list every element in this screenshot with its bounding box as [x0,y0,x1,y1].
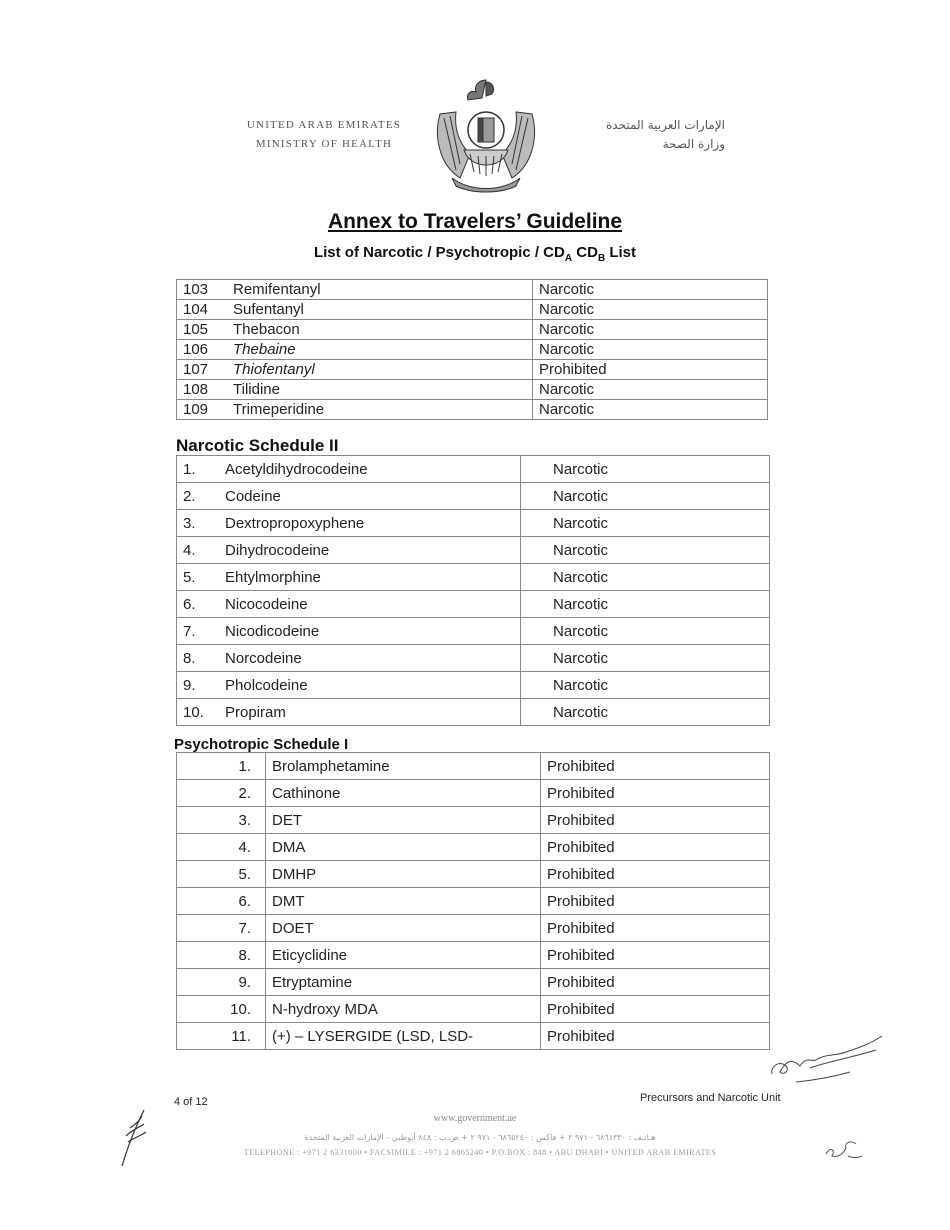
table-row [177,510,770,537]
table-row [177,672,770,699]
substance-name: Ehtylmorphine [219,564,521,591]
contact-address-arabic: هـاتـف : ٦٨٦١٣٣٠ - ٩٧١ ٢ + فاكس : ٦٨٦٥٢٤٠ - ٩٧١ ٢ + ص.ب : ٨٤٨ أبوظبي - الإمارات العربية المتحدة [304,1133,656,1142]
table-row [177,1023,770,1050]
row-number: 2. [177,483,220,510]
substance-classification: Narcotic [521,564,770,591]
table-row [177,483,770,510]
substance-classification: Narcotic [533,380,768,400]
row-number: 106 [177,340,228,360]
substance-classification: Prohibited [541,780,770,807]
row-number: 7. [177,618,220,645]
substance-classification: Narcotic [521,456,770,483]
signature-icon [766,1026,890,1088]
substance-classification: Narcotic [521,645,770,672]
row-number: 1. [177,753,266,780]
substance-name: Etryptamine [266,969,541,996]
country-name-en: UNITED ARAB EMIRATES [246,119,402,131]
table-row [177,699,770,726]
substance-name: Cathinone [266,780,541,807]
subtitle-suffix: List [605,244,637,261]
row-number: 5. [177,564,220,591]
substance-classification: Narcotic [533,320,768,340]
row-number: 6. [177,591,220,618]
table-row [177,861,770,888]
substance-name: Codeine [219,483,521,510]
table-row [177,618,770,645]
row-number: 109 [177,400,228,420]
substance-classification: Prohibited [541,996,770,1023]
substance-classification: Prohibited [541,888,770,915]
substance-classification: Prohibited [541,807,770,834]
substance-classification: Narcotic [521,618,770,645]
row-number: 3. [177,510,220,537]
substance-name: Eticyclidine [266,942,541,969]
row-number: 11. [177,1023,266,1050]
substance-classification: Narcotic [533,280,768,300]
country-name-ar: الإمارات العربية المتحدة [606,118,725,132]
substance-name: Propiram [219,699,521,726]
website-url: www.government.ae [433,1113,517,1124]
substance-name: DMT [266,888,541,915]
substance-name: Acetyldihydrocodeine [219,456,521,483]
table-row [177,360,768,380]
table-row [177,280,768,300]
substance-name: (+) – LYSERGIDE (LSD, LSD- [266,1023,541,1050]
substance-classification: Narcotic [533,300,768,320]
page-number: 4 of 12 [174,1096,208,1108]
row-number: 7. [177,915,266,942]
substance-classification: Narcotic [521,510,770,537]
table-row [177,807,770,834]
table-row [177,888,770,915]
department-name: Precursors and Narcotic Unit [640,1092,781,1104]
table-row [177,591,770,618]
stamp-initials-icon [822,1138,864,1162]
subtitle-prefix: List of Narcotic / Psychotropic / CD [313,244,565,261]
narcotic-schedule-i-continued-table [176,279,768,420]
substance-name: Sufentanyl [227,300,533,320]
section-title-narcotic-schedule-ii: Narcotic Schedule II [176,436,339,455]
substance-name: DMHP [266,861,541,888]
substance-classification: Prohibited [541,1023,770,1050]
ministry-name-english [238,116,410,154]
substance-name: Trimeperidine [227,400,533,420]
row-number: 2. [177,780,266,807]
narcotic-schedule-ii-table [176,455,770,726]
row-number: 4. [177,834,266,861]
row-number: 10. [177,996,266,1023]
table-row [177,834,770,861]
uae-emblem-icon [430,74,542,194]
substance-classification: Narcotic [521,591,770,618]
table-row [177,456,770,483]
substance-classification: Prohibited [541,969,770,996]
substance-name: DOET [266,915,541,942]
substance-classification: Narcotic [521,483,770,510]
substance-name: Dextropropoxyphene [219,510,521,537]
substance-name: Tilidine [227,380,533,400]
substance-name: Thiofentanyl [227,360,533,380]
table-row [177,300,768,320]
row-number: 104 [177,300,228,320]
substance-classification: Prohibited [541,753,770,780]
substance-name: N-hydroxy MDA [266,996,541,1023]
substance-classification: Narcotic [521,672,770,699]
table-row [177,753,770,780]
table-row [177,537,770,564]
row-number: 4. [177,537,220,564]
row-number: 6. [177,888,266,915]
table-row [177,320,768,340]
row-number: 107 [177,360,228,380]
substance-classification: Narcotic [533,340,768,360]
row-number: 1. [177,456,220,483]
substance-name: Dihydrocodeine [219,537,521,564]
row-number: 108 [177,380,228,400]
table-row [177,645,770,672]
substance-classification: Prohibited [541,861,770,888]
ministry-name-ar: وزارة الصحة [662,137,725,151]
table-row [177,380,768,400]
row-number: 5. [177,861,266,888]
substance-name: Nicodicodeine [219,618,521,645]
substance-name: Thebaine [227,340,533,360]
substance-classification: Prohibited [541,834,770,861]
substance-name: Thebacon [227,320,533,340]
table-row [177,340,768,360]
table-row [177,996,770,1023]
table-row [177,942,770,969]
contact-address-english: TELEPHONE : +971 2 6331000 • FACSIMILE : +971 2 6865240 • P.O.BOX : 848 • ABU DHABI • UNITED ARAB EMIRATES [243,1148,717,1157]
substance-name: DMA [266,834,541,861]
substance-classification: Narcotic [521,699,770,726]
substance-classification: Narcotic [533,400,768,420]
substance-name: Norcodeine [219,645,521,672]
subtitle-sub-b: B [597,253,606,264]
row-number: 10. [177,699,220,726]
row-number: 8. [177,645,220,672]
psychotropic-schedule-i-table [176,752,770,1050]
substance-name: DET [266,807,541,834]
ministry-name-en: MINISTRY OF HEALTH [255,138,393,150]
document-title: Annex to Travelers’ Guideline [327,210,623,233]
table-row [177,564,770,591]
table-row [177,400,768,420]
row-number: 9. [177,672,220,699]
substance-name: Remifentanyl [227,280,533,300]
row-number: 105 [177,320,228,340]
subtitle-mid: CD [572,244,598,261]
ministry-name-arabic [560,116,725,154]
substance-name: Brolamphetamine [266,753,541,780]
table-row [177,969,770,996]
substance-classification: Narcotic [521,537,770,564]
row-number: 8. [177,942,266,969]
subtitle-sub-a: A [564,253,573,264]
substance-name: Pholcodeine [219,672,521,699]
substance-classification: Prohibited [541,915,770,942]
section-title-psychotropic-schedule-i: Psychotropic Schedule I [174,736,349,753]
substance-classification: Prohibited [533,360,768,380]
table-row [177,915,770,942]
row-number: 3. [177,807,266,834]
row-number: 103 [177,280,228,300]
document-subtitle [0,244,950,264]
substance-name: Nicocodeine [219,591,521,618]
table-row [177,780,770,807]
row-number: 9. [177,969,266,996]
substance-classification: Prohibited [541,942,770,969]
